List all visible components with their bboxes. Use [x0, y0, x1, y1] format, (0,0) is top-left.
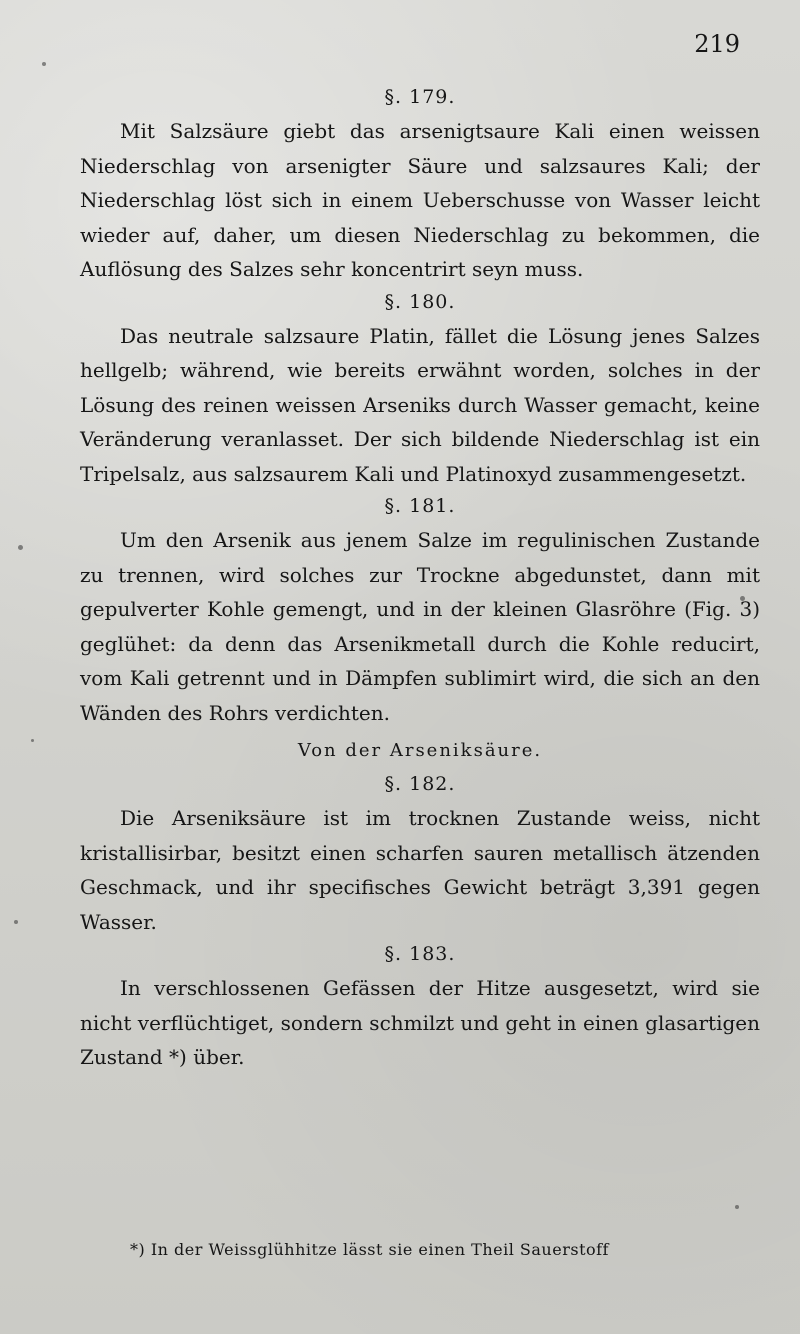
paragraph: Mit Salzsäure giebt das arsenigtsaure Kali einen weissen Niederschlag von arsenigter Säure und salzsaures Kali; der Niederschlag löst sich in einem Ueberschusse von Wasser leicht wieder auf, daher, um diesen Niederschlag zu bekommen, die Auflösung des Salzes sehr koncentrirt seyn muss.: [80, 119, 760, 281]
paper-speck: [18, 545, 23, 550]
paragraph: Das neutrale salzsaure Platin, fället die Lösung jenes Salzes hellgelb; während, wie bereits erwähnt worden, solches in der Lösung des reinen weissen Arseniks durch Wasser gemacht, keine Veränderung veranlasset. Der sich bildende Niederschlag ist ein Tripelsalz, aus salzsaurem Kali und Platinoxyd zusammengesetzt.: [80, 323, 760, 486]
footnote: *) In der Weissglühhitze lässt sie einen Theil Sauerstoff: [130, 1240, 609, 1259]
section-heading: §. 183.: [384, 943, 456, 965]
paper-speck: [42, 62, 46, 66]
subsection-title: Von der Arseniksäure.: [297, 740, 543, 761]
page-number: 219: [694, 30, 740, 58]
paragraph: In verschlossenen Gefässen der Hitze ausgesetzt, wird sie nicht verflüchtiget, sondern schmilzt und geht in einen glasartigen Zustand *) über.: [80, 976, 760, 1069]
paper-speck: [14, 920, 18, 924]
paper-speck: [31, 739, 34, 742]
section-heading: §. 181.: [384, 495, 456, 517]
paragraph: Um den Arsenik aus jenem Salze im regulinischen Zustande zu trennen, wird solches zur Trockne abgedunstet, dann mit gepulverter Kohle gemengt, und in der kleinen Glasröhre (Fig. 3) geglühet: da denn das Arsenikmetall durch die Kohle reducirt, vom Kali getrennt und in Dämpfen sublimirt wird, die sich an den Wänden des Rohrs verdichten.: [80, 528, 760, 725]
section-heading: §. 179.: [384, 86, 456, 108]
paragraph: Die Arseniksäure ist im trocknen Zustande weiss, nicht kristallisirbar, besitzt einen scharfen sauren metallisch ätzenden Geschmack, und ihr specifisches Gewicht beträgt 3,391 gegen Wasser.: [80, 806, 760, 934]
paper-speck: [735, 1205, 739, 1209]
section-heading: §. 180.: [384, 290, 456, 313]
text-block: [80, 86, 760, 1079]
section-heading: §. 182.: [384, 773, 456, 795]
